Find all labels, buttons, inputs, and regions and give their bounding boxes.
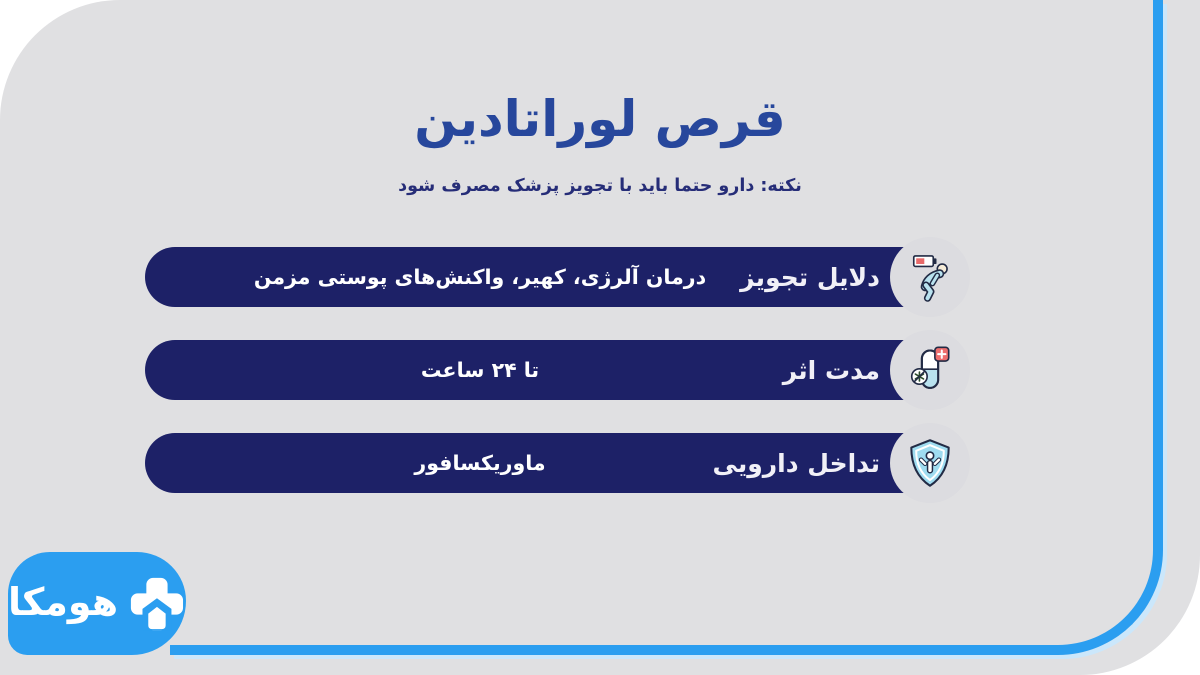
row-label: مدت اثر: [782, 355, 880, 385]
brand-logo: [8, 552, 186, 655]
icon-circle: [890, 330, 970, 410]
icon-circle: [890, 423, 970, 503]
row-value: تا ۲۴ ساعت: [420, 358, 540, 382]
row-label: تداخل دارویی: [712, 448, 880, 478]
info-row-reasons: [145, 247, 965, 307]
row-label: دلایل تجویز: [740, 262, 880, 292]
info-bar: [145, 340, 965, 400]
brand-name: هومکا: [8, 579, 119, 624]
medical-cross-home-icon: [128, 573, 186, 635]
info-row-duration: [145, 340, 965, 400]
icon-circle: [890, 237, 970, 317]
info-bar: [145, 247, 965, 307]
note-line: [0, 176, 1200, 196]
fatigued-person-battery-icon: [904, 251, 956, 303]
shield-person-icon: [904, 437, 956, 489]
note-label: نکته:: [760, 176, 802, 196]
capsule-pill-icon: [904, 344, 956, 396]
note-text: دارو حتما باید با تجویز پزشک مصرف شود: [398, 176, 755, 196]
row-value: ماوریکسافور: [414, 451, 546, 475]
row-value: درمان آلرژی، کهیر، واکنش‌های پوستی مزمن: [253, 265, 707, 289]
info-bar: [145, 433, 965, 493]
page-title: قرص لوراتادین: [414, 90, 786, 148]
info-row-interactions: [145, 433, 965, 493]
